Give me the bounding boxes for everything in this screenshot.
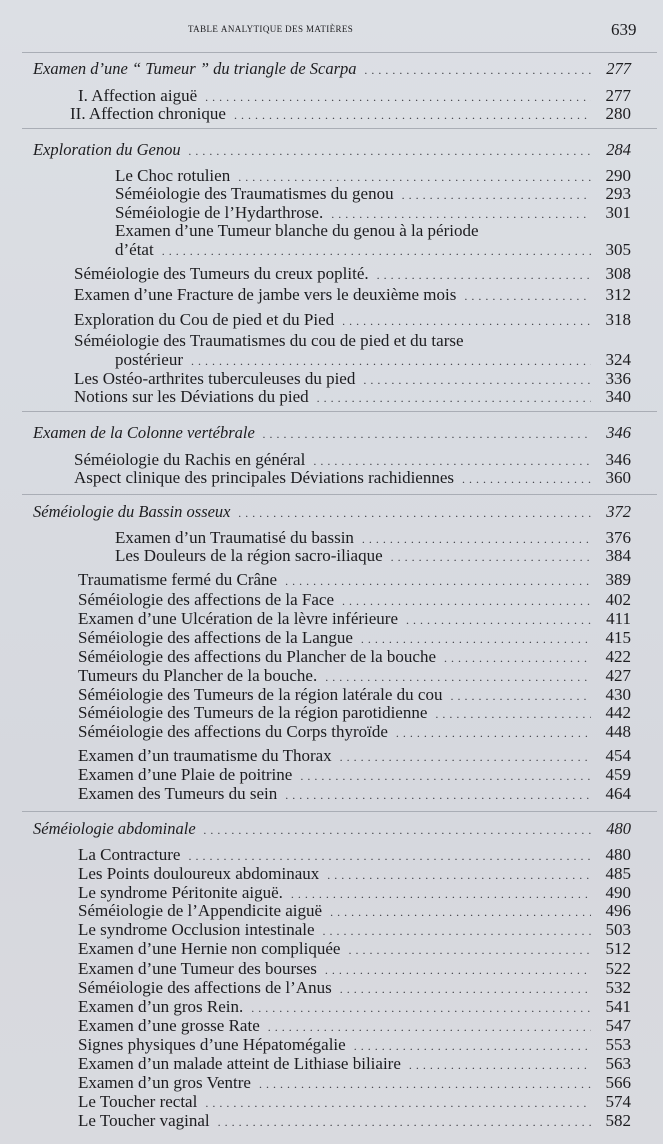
entry-page: 346 xyxy=(605,450,631,469)
entry-page: 485 xyxy=(605,864,631,883)
entry-page: 430 xyxy=(605,685,631,704)
dot-leader xyxy=(317,388,591,408)
dot-leader xyxy=(409,1055,591,1075)
toc-entry[interactable] xyxy=(74,331,631,351)
entry-label: Séméiologie des affections de la Langue xyxy=(78,628,353,647)
dot-leader xyxy=(365,60,591,80)
dot-leader xyxy=(285,571,591,591)
dot-leader xyxy=(259,1074,591,1094)
entry-page: 277 xyxy=(605,86,631,105)
entry-page: 547 xyxy=(605,1016,631,1035)
toc-entry[interactable] xyxy=(115,166,631,186)
toc-entry[interactable] xyxy=(78,864,631,884)
entry-label: Examen d’une Hernie non compliquée xyxy=(78,939,341,958)
section-rule xyxy=(22,411,657,412)
entry-label-continuation: postérieur xyxy=(115,350,183,369)
entry-label: Examen d’un traumatisme du Thorax xyxy=(78,746,332,765)
toc-entry[interactable] xyxy=(78,86,631,106)
entry-label: Examen d’une grosse Rate xyxy=(78,1016,260,1035)
toc-entry[interactable] xyxy=(78,647,631,667)
dot-leader xyxy=(325,667,591,687)
entry-page: 336 xyxy=(605,369,631,388)
dot-leader xyxy=(323,921,591,941)
entry-page: 563 xyxy=(605,1054,631,1073)
toc-entry[interactable] xyxy=(115,203,631,223)
entry-label: Le Toucher rectal xyxy=(78,1092,198,1111)
entry-page: 442 xyxy=(605,703,631,722)
heading-label: Séméiologie du Bassin osseux xyxy=(33,502,231,521)
toc-heading[interactable] xyxy=(33,423,631,443)
heading-page: 372 xyxy=(606,502,631,521)
dot-leader xyxy=(348,940,591,960)
entry-page: 293 xyxy=(605,184,631,203)
entry-label: Séméiologie de l’Appendicite aiguë xyxy=(78,901,323,920)
dot-leader xyxy=(268,1017,591,1037)
entry-label: Les Douleurs de la région sacro-iliaque xyxy=(115,546,383,565)
toc-entry[interactable] xyxy=(78,666,631,686)
toc-entry[interactable] xyxy=(78,722,631,742)
toc-entry[interactable] xyxy=(78,1111,631,1131)
dot-leader xyxy=(462,469,591,489)
dot-leader xyxy=(406,610,591,630)
toc-entry[interactable] xyxy=(78,703,631,723)
toc-entry[interactable] xyxy=(78,685,631,705)
entry-label: Séméiologie des Tumeurs du creux poplité. xyxy=(74,264,369,283)
toc-entry[interactable] xyxy=(78,1054,631,1074)
toc-entry[interactable] xyxy=(78,628,631,648)
heading-page: 284 xyxy=(606,140,631,159)
section-rule xyxy=(22,128,657,129)
toc-heading[interactable] xyxy=(33,140,631,160)
toc-entry[interactable] xyxy=(78,901,631,921)
entry-label: Séméiologie des affections du Plancher de la bouche xyxy=(78,647,436,666)
entry-page: 318 xyxy=(605,310,631,329)
entry-page: 503 xyxy=(605,920,631,939)
dot-leader xyxy=(204,820,591,840)
entry-label: Signes physiques d’une Hépatomégalie xyxy=(78,1035,346,1054)
toc-entry[interactable] xyxy=(74,285,631,305)
dot-leader xyxy=(239,503,591,523)
toc-entry[interactable] xyxy=(78,1016,631,1036)
running-title: table analytique des matières xyxy=(188,20,354,35)
toc-heading[interactable] xyxy=(33,502,631,522)
entry-page: 448 xyxy=(605,722,631,741)
entry-page: 305 xyxy=(605,240,631,259)
entry-label: Séméiologie des affections de l’Anus xyxy=(78,978,332,997)
toc-entry[interactable] xyxy=(70,104,631,124)
entry-label: Traumatisme fermé du Crâne xyxy=(78,570,278,589)
entry-label: Examen d’un Traumatisé du bassin xyxy=(115,528,354,547)
entry-page: 384 xyxy=(605,546,631,565)
entry-page: 340 xyxy=(605,387,631,406)
entry-page: 480 xyxy=(605,845,631,864)
entry-label: Séméiologie des affections du Corps thyroïde xyxy=(78,722,388,741)
entry-label: I. Affection aiguë xyxy=(78,86,198,105)
entry-label: Séméiologie de l’Hydarthrose. xyxy=(115,203,324,222)
entry-label: Le Choc rotulien xyxy=(115,166,231,185)
entry-page: 290 xyxy=(605,166,631,185)
toc-entry[interactable] xyxy=(115,221,631,241)
entry-label: Le Toucher vaginal xyxy=(78,1111,210,1130)
toc-entry[interactable] xyxy=(78,883,631,903)
dot-leader xyxy=(340,747,591,767)
dot-leader xyxy=(189,141,591,161)
entry-page: 280 xyxy=(605,104,631,123)
toc-entry[interactable] xyxy=(78,609,631,629)
dot-leader xyxy=(162,241,591,261)
entry-label: Examen d’une Plaie de poitrine xyxy=(78,765,293,784)
heading-label: Séméiologie abdominale xyxy=(33,819,196,838)
dot-leader xyxy=(377,265,591,285)
dot-leader xyxy=(361,629,591,649)
heading-page: 346 xyxy=(606,423,631,442)
toc-entry[interactable] xyxy=(78,978,631,998)
entry-page: 566 xyxy=(605,1073,631,1092)
dot-leader xyxy=(396,723,591,743)
toc-entry[interactable] xyxy=(78,590,631,610)
dot-leader xyxy=(218,1112,591,1132)
toc-entry[interactable] xyxy=(78,1092,631,1112)
entry-page: 312 xyxy=(605,285,631,304)
heading-label: Examen d’une “ Tumeur ” du triangle de Scarpa xyxy=(33,59,357,78)
entry-label: Séméiologie du Rachis en général xyxy=(74,450,306,469)
heading-label: Exploration du Genou xyxy=(33,140,181,159)
entry-page: 464 xyxy=(605,784,631,803)
toc-entry[interactable] xyxy=(78,939,631,959)
dot-leader xyxy=(205,1093,591,1113)
toc-entry[interactable] xyxy=(74,369,631,389)
dot-leader xyxy=(191,351,591,371)
entry-label: Le syndrome Occlusion intestinale xyxy=(78,920,315,939)
entry-label: Séméiologie des Tumeurs de la région latérale du cou xyxy=(78,685,443,704)
toc-entry[interactable] xyxy=(78,920,631,940)
toc-heading[interactable] xyxy=(33,59,631,79)
toc-entry[interactable] xyxy=(78,570,631,590)
entry-page: 376 xyxy=(605,528,631,547)
heading-page: 480 xyxy=(606,819,631,838)
section-rule xyxy=(22,811,657,812)
toc-entry[interactable] xyxy=(74,450,631,470)
toc-entry[interactable] xyxy=(78,1035,631,1055)
entry-page: 402 xyxy=(605,590,631,609)
entry-page: 415 xyxy=(605,628,631,647)
entry-page: 574 xyxy=(605,1092,631,1111)
entry-label: Séméiologie des Traumatismes du cou de pied et du tarse xyxy=(74,331,464,350)
entry-label: La Contracture xyxy=(78,845,181,864)
entry-label: Les Ostéo-arthrites tuberculeuses du pied xyxy=(74,369,356,388)
dot-leader xyxy=(251,998,591,1018)
toc-entry-continuation[interactable] xyxy=(115,350,631,370)
entry-label: Les Points douloureux abdominaux xyxy=(78,864,320,883)
toc-entry[interactable] xyxy=(78,1073,631,1093)
entry-page: 459 xyxy=(605,765,631,784)
entry-page: 422 xyxy=(605,647,631,666)
entry-label: Exploration du Cou de pied et du Pied xyxy=(74,310,335,329)
dot-leader xyxy=(435,704,591,724)
entry-label: Examen d’un malade atteint de Lithiase biliaire xyxy=(78,1054,401,1073)
entry-label: Séméiologie des Tumeurs de la région parotidienne xyxy=(78,703,428,722)
toc-entry[interactable] xyxy=(78,746,631,766)
entry-label: Aspect clinique des principales Déviations rachidiennes xyxy=(74,468,455,487)
entry-label: Séméiologie des affections de la Face xyxy=(78,590,335,609)
entry-label: Séméiologie des Traumatismes du genou xyxy=(115,184,394,203)
entry-page: 490 xyxy=(605,883,631,902)
entry-label: Examen d’un gros Rein. xyxy=(78,997,244,1016)
toc-entry[interactable] xyxy=(74,468,631,488)
dot-leader xyxy=(234,105,591,125)
toc-entry[interactable] xyxy=(74,264,631,284)
entry-label: Examen d’une Tumeur des bourses xyxy=(78,959,317,978)
entry-label: Tumeurs du Plancher de la bouche. xyxy=(78,666,318,685)
entry-label: Examen des Tumeurs du sein xyxy=(78,784,278,803)
entry-page: 532 xyxy=(605,978,631,997)
entry-page: 522 xyxy=(605,959,631,978)
page-header xyxy=(0,18,663,42)
entry-page: 308 xyxy=(605,264,631,283)
toc-entry[interactable] xyxy=(115,528,631,548)
entry-label: II. Affection chronique xyxy=(70,104,226,123)
dot-leader xyxy=(285,785,591,805)
toc-heading[interactable] xyxy=(33,819,631,839)
dot-leader xyxy=(327,865,591,885)
dot-leader xyxy=(342,591,591,611)
dot-leader xyxy=(263,424,591,444)
toc-entry[interactable] xyxy=(74,387,631,407)
toc-entry[interactable] xyxy=(115,184,631,204)
entry-label: Examen d’un gros Ventre xyxy=(78,1073,251,1092)
entry-page: 360 xyxy=(605,468,631,487)
entry-label: Examen d’une Fracture de jambe vers le deuxième mois xyxy=(74,285,457,304)
toc-entry[interactable] xyxy=(78,784,631,804)
dot-leader xyxy=(325,960,591,980)
page-number: 639 xyxy=(611,20,637,39)
dot-leader xyxy=(330,902,591,922)
entry-page: 512 xyxy=(605,939,631,958)
dot-leader xyxy=(354,1036,591,1056)
toc-entry[interactable] xyxy=(78,845,631,865)
entry-page: 496 xyxy=(605,901,631,920)
entry-page: 427 xyxy=(605,666,631,685)
entry-page: 411 xyxy=(606,609,631,628)
entry-page: 389 xyxy=(605,570,631,589)
toc-entry[interactable] xyxy=(78,959,631,979)
entry-page: 541 xyxy=(605,997,631,1016)
entry-page: 582 xyxy=(605,1111,631,1130)
entry-label: Notions sur les Déviations du pied xyxy=(74,387,309,406)
entry-label: Examen d’une Tumeur blanche du genou à la période xyxy=(115,221,479,240)
dot-leader xyxy=(300,766,591,786)
dot-leader xyxy=(402,185,591,205)
dot-leader xyxy=(391,547,591,567)
entry-page: 301 xyxy=(605,203,631,222)
toc-entry[interactable] xyxy=(74,310,631,330)
section-rule xyxy=(22,494,657,495)
entry-label: Examen d’une Ulcération de la lèvre inférieure xyxy=(78,609,399,628)
entry-page: 454 xyxy=(605,746,631,765)
heading-page: 277 xyxy=(606,59,631,78)
dot-leader xyxy=(464,286,591,306)
dot-leader xyxy=(444,648,591,668)
entry-page: 553 xyxy=(605,1035,631,1054)
entry-label: Le syndrome Péritonite aiguë. xyxy=(78,883,283,902)
toc-entry-continuation[interactable] xyxy=(115,240,631,260)
toc-entry[interactable] xyxy=(78,765,631,785)
dot-leader xyxy=(188,846,591,866)
toc-entry[interactable] xyxy=(115,546,631,566)
dot-leader xyxy=(342,311,591,331)
entry-label-continuation: d’état xyxy=(115,240,154,259)
dot-leader xyxy=(340,979,591,999)
section-rule xyxy=(22,52,657,53)
heading-label: Examen de la Colonne vertébrale xyxy=(33,423,255,442)
entry-page: 324 xyxy=(605,350,631,369)
toc-entry[interactable] xyxy=(78,997,631,1017)
